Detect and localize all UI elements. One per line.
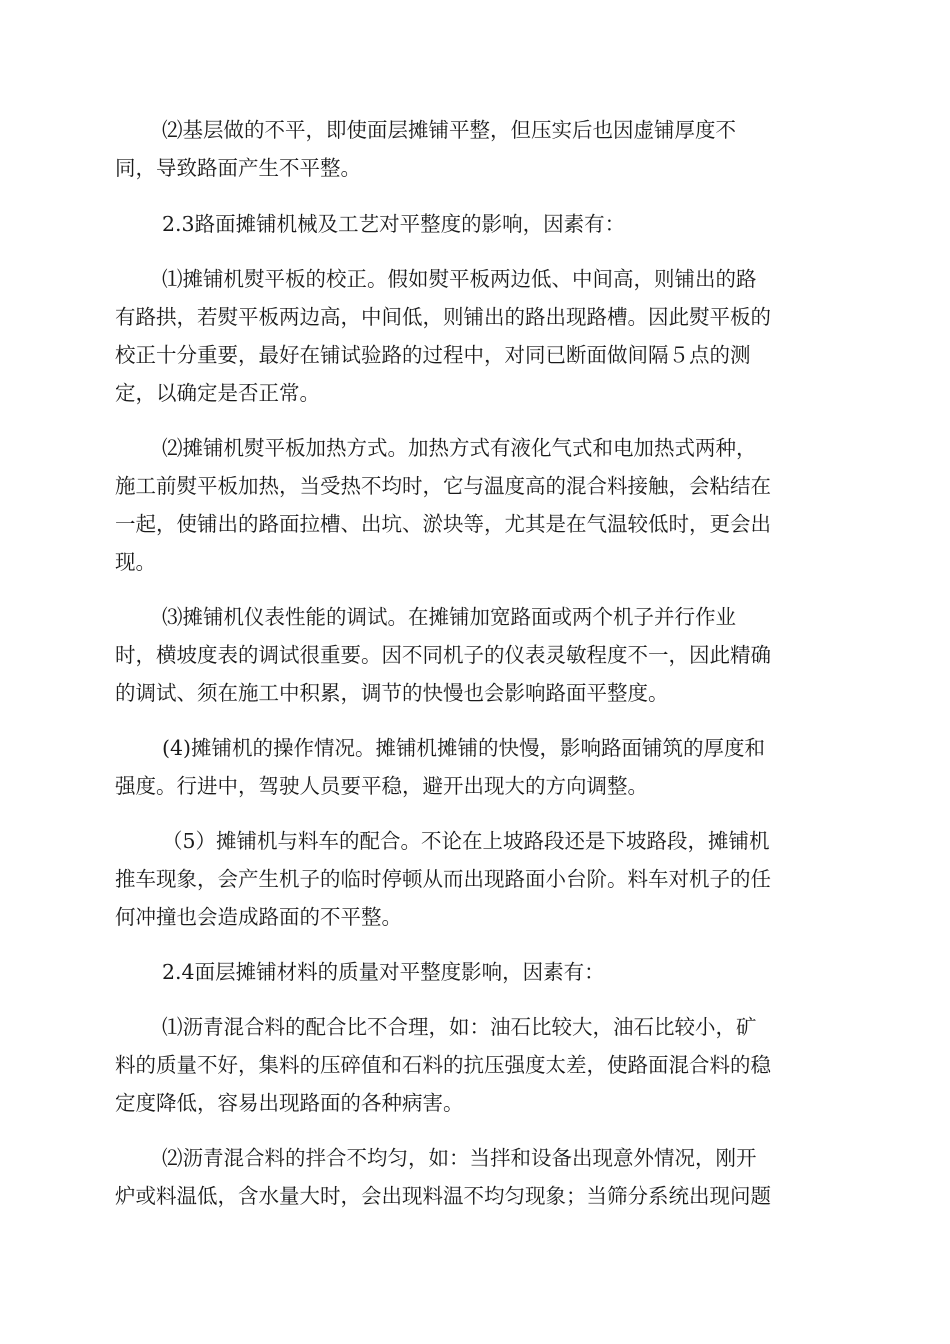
text-line: ⑵基层做的不平，即使面层摊铺平整，但压实后也因虚铺厚度不 xyxy=(162,118,736,142)
text-line: (4)摊铺机的操作情况。摊铺机摊铺的快慢，影响路面铺筑的厚度和 xyxy=(162,736,766,760)
text-line: 何冲撞也会造成路面的不平整。 xyxy=(115,905,402,929)
text-line: 料的质量不好，集料的压碎值和石料的抗压强度太差，使路面混合料的稳 xyxy=(115,1053,771,1077)
text-line: ⑴沥青混合料的配合比不合理，如：油石比较大，油石比较小，矿 xyxy=(162,1015,757,1039)
text-line: 施工前熨平板加热，当受热不均时，它与温度高的混合料接触，会粘结在 xyxy=(115,474,771,498)
text-line: ⑵沥青混合料的拌合不均匀，如：当拌和设备出现意外情况，刚开 xyxy=(162,1146,757,1170)
text-line: 定，以确定是否正常。 xyxy=(115,381,320,405)
text-line: 强度。行进中，驾驶人员要平稳，避开出现大的方向调整。 xyxy=(115,774,648,798)
text-line: 一起，使铺出的路面拉槽、出坑、淤块等，尤其是在气温较低时，更会出 xyxy=(115,512,771,536)
text-line: 2.3路面摊铺机械及工艺对平整度的影响，因素有： xyxy=(162,212,626,236)
text-line: （5）摊铺机与料车的配合。不论在上坡路段还是下坡路段，摊铺机 xyxy=(162,829,770,853)
text-line: 有路拱，若熨平板两边高，中间低，则铺出的路出现路槽。因此熨平板的 xyxy=(115,305,771,329)
text-line: 校正十分重要，最好在铺试验路的过程中，对同已断面做间隔５点的测 xyxy=(115,343,751,367)
text-line: 2.4面层摊铺材料的质量对平整度影响，因素有： xyxy=(162,960,605,984)
text-line: ⑴摊铺机熨平板的校正。假如熨平板两边低、中间高，则铺出的路 xyxy=(162,267,757,291)
text-line: 时，横坡度表的调试很重要。因不同机子的仪表灵敏程度不一，因此精确 xyxy=(115,643,771,667)
text-line: 炉或料温低，含水量大时，会出现料温不均匀现象；当筛分系统出现问题 xyxy=(115,1184,771,1208)
text-line: 推车现象，会产生机子的临时停顿从而出现路面小台阶。料车对机子的任 xyxy=(115,867,771,891)
text-line: 定度降低，容易出现路面的各种病害。 xyxy=(115,1091,464,1115)
text-line: 同，导致路面产生不平整。 xyxy=(115,156,361,180)
text-line: ⑵摊铺机熨平板加热方式。加热方式有液化气式和电加热式两种， xyxy=(162,436,757,460)
text-line: 的调试、须在施工中积累，调节的快慢也会影响路面平整度。 xyxy=(115,681,669,705)
text-line: 现。 xyxy=(115,550,156,574)
text-line: ⑶摊铺机仪表性能的调试。在摊铺加宽路面或两个机子并行作业 xyxy=(162,605,736,629)
